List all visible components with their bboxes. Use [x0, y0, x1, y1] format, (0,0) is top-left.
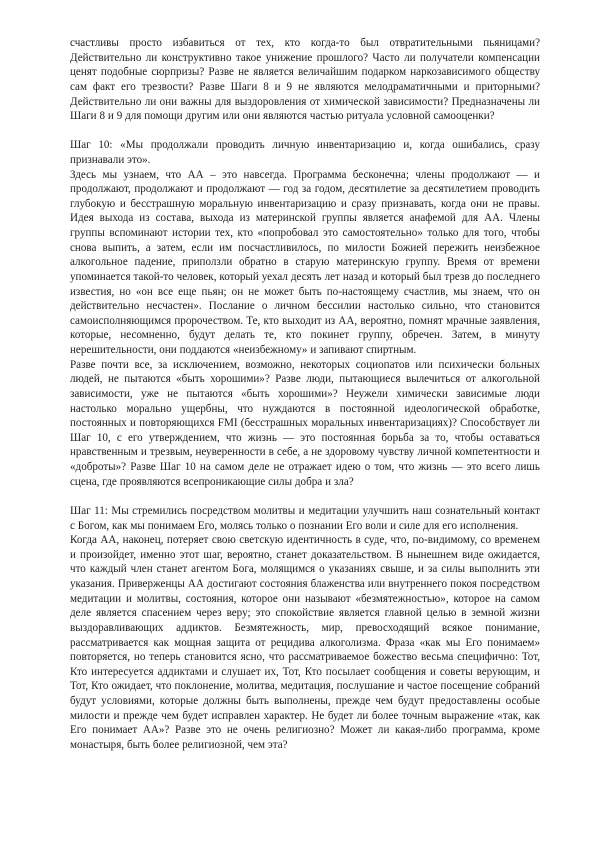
document-text-column [70, 36, 540, 753]
paragraph-questions-steps-8-9: счастливы просто избавиться от тех, кто когда-то был отвратительными пьяницами? Действительно ли конструктивно такое унижение прошлого? Часто ли получатели компенсации ценят подобные сюрпризы? Разве не является величайшим подарком наркозависимого обществу сам факт его трезвости? Разве Шаги 8 и 9 не являются мелодраматичными и приторными? Действительно ли они важны для выздоровления от химической зависимости? Предназначены ли Шаги 8 и 9 для помощи другим или они являются частью ритуала условной самооценки? [70, 37, 540, 123]
paragraph-step-10-body: Здесь мы узнаем, что АА – это навсегда. Программа бесконечна; члены продолжают — и продолжают, продолжают и продолжают — год за годом, десятилетие за десятилетием проводить глубокую и бесстрашную моральную инвентаризацию и сразу признавать, когда они не правы. Идея выхода из состава, выхода из материнской группы является анафемой для АА. Члены группы вспоминают истории тех, кто «попробовал это самостоятельно» только для того, чтобы снова выпить, а затем, если им посчастливилось, по милости Божией пережить неизбежное алкогольное падение, приползли обратно в старую материнскую группу. Время от времени упоминается такой-то человек, который уехал десять лет назад и который был трезв до последнего известия, но «он все еще пьян; он не может быть по-настоящему счастлив, мы знаем, что он действительно несчастен». Послание о личном бессилии настолько сильно, что становится самоисполняющимся пророчеством. Те, кто выходит из АА, вероятно, помнят мрачные заявления, которые, несомненно, будут делать те, кто покинет группу, обречен. Затем, в минуту нерешительности, они поддаются «неизбежному» и запивают спиртным. [70, 168, 540, 357]
paragraph-gap-1 [70, 124, 540, 139]
paragraph-gap-2 [70, 489, 540, 504]
paragraph-step-11-heading: Шаг 11: Мы стремились посредством молитвы и медитации улучшить наш сознательный контакт с Богом, как мы понимаем Его, молясь только о познании Его воли и силе для его исполнения. [70, 504, 540, 532]
paragraph-step-10-critique: Разве почти все, за исключением, возможно, некоторых социопатов или психически больных людей, не пытаются «быть хорошими»? Разве люди, пытающиеся вылечиться от алкогольной зависимости, уже не пытаются «быть хорошими»? Неужели химически зависимые люди настолько морально ущербны, что нуждаются в постоянной идеологической обработке, постоянных и повторяющихся FMI (бесстрашных моральных инвентаризациях)? Способствует ли Шаг 10, с его утверждением, что жизнь — это постоянная борьба за то, чтобы оставаться нравственным и трезвым, неуверенности в себе, а не здоровому чувству личной компетентности и «доброты»? Разве Шаг 10 на самом деле не отражает идею о том, что жизнь — это всего лишь сцена, где проявляются всепроникающие силы добра и зла? [70, 358, 540, 488]
paragraph-step-10-heading: Шаг 10: «Мы продолжали проводить личную инвентаризацию и, когда ошибались, сразу признавали это». [70, 139, 540, 166]
paragraph-step-11-body: Когда АА, наконец, потеряет свою светскую идентичность в суде, что, по-видимому, со временем и произойдет, именно этот шаг, вероятно, станет доказательством. В нынешнем виде ожидается, что каждый член станет агентом Бога, молящимся о указаниях свыше, и за силы выполнить эти указания. Приверженцы АА достигают состояния блаженства или внутреннего покоя посредством медитации и молитвы, состояния, которое они называют «безмятежностью», которое на самом деле является спасением через веру; это спокойствие является главной целью в земной жизни выздоравливающих аддиктов. Безмятежность, мир, превосходящий всякое понимание, рассматривается как мощная защита от рецидива алкоголизма. Фраза «как мы Его понимаем» повторяется, но теперь становится ясно, что рассматриваемое божество весьма специфично: Тот, Кто интересуется аддиктами и слушает их, Тот, Кто посылает сообщения и советы верующим, и Тот, Кто ожидает, что поклонение, молитва, медитация, послушание и частое посещение собраний будут условиями, которые должны быть выполнены, прежде чем будут предоставлены особые милости и прежде чем будет исправлен характер. Не будет ли более точным выражение «так, как Его понимает АА»? Разве это не очень религиозно? Может ли какая-либо программа, кроме монастыря, быть более религиозной, чем эта? [70, 534, 540, 751]
